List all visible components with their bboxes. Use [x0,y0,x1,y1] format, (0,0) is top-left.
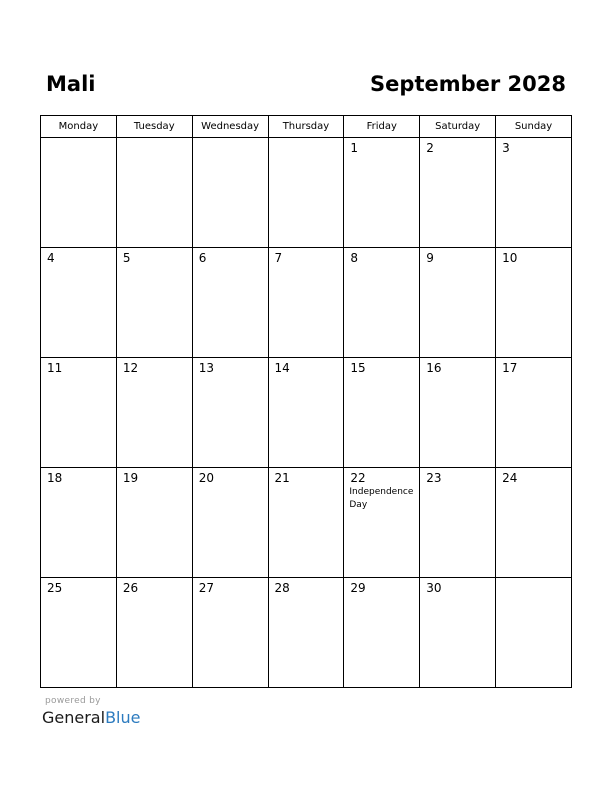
day-number: 4 [47,251,55,265]
day-cell [268,468,344,578]
weekday-header-tuesday: Tuesday [116,116,192,138]
day-cell [344,358,420,468]
day-cell [268,358,344,468]
day-cell [496,468,572,578]
day-number: 17 [502,361,518,375]
day-number: 16 [426,361,442,375]
day-cell [116,358,192,468]
day-number: 5 [122,251,131,265]
day-number: 22 [350,471,366,485]
weekday-header-saturday: Saturday [420,116,496,138]
day-number: 14 [274,361,290,375]
day-cell [420,138,496,248]
day-cell [192,138,268,248]
powered-by-label: powered by [45,696,101,706]
day-number: 7 [274,251,283,265]
day-cell [496,138,572,248]
day-number: 25 [47,581,63,595]
day-number: 11 [47,361,63,375]
week-row-3 [41,358,572,468]
day-number: 15 [350,361,366,375]
day-cell [344,138,420,248]
weekday-header-wednesday: Wednesday [192,116,268,138]
weekday-header-row [41,116,572,138]
day-number: 24 [502,471,518,485]
day-number [496,578,571,581]
day-number: 19 [122,471,139,485]
day-number: 30 [426,581,442,595]
calendar-grid [40,115,572,688]
day-number: 1 [350,141,359,155]
day-number: 18 [47,471,63,485]
country-title: Mali [46,72,96,96]
weekday-header-monday: Monday [41,116,117,138]
day-cell [344,578,420,688]
week-row-4 [41,468,572,578]
day-number: 23 [426,471,442,485]
day-cell [192,578,268,688]
day-cell [192,468,268,578]
day-cell [41,358,117,468]
day-cell [420,578,496,688]
day-cell [496,248,572,358]
day-number: 27 [198,581,214,595]
day-cell-holiday [344,468,420,578]
day-cell [116,138,192,248]
day-number: 6 [198,251,207,265]
brand-blue-text: Blue [105,708,141,727]
day-number [193,138,268,141]
holiday-label: Independence Day [349,487,414,510]
day-number: 13 [198,361,214,375]
day-cell [41,248,117,358]
day-cell [420,468,496,578]
day-cell [420,358,496,468]
day-cell [116,468,192,578]
day-cell [41,468,117,578]
day-cell [496,578,572,688]
day-number [41,138,116,141]
day-cell [496,358,572,468]
day-number: 2 [426,141,434,155]
week-row-1 [41,138,572,248]
day-cell [344,248,420,358]
month-year-title: September 2028 [370,72,566,96]
brand-general-text: General [42,708,106,727]
day-number: 20 [198,471,214,485]
week-row-5 [41,578,572,688]
day-cell [192,358,268,468]
day-number: 28 [274,581,290,595]
day-cell [268,578,344,688]
day-cell [116,578,192,688]
day-number: 29 [350,581,366,595]
day-cell [268,248,344,358]
day-cell [420,248,496,358]
day-number: 26 [122,581,139,595]
day-number: 12 [122,361,139,375]
day-cell [41,138,117,248]
weekday-header-friday: Friday [344,116,420,138]
day-number: 21 [274,471,290,485]
weekday-header-thursday: Thursday [268,116,344,138]
day-number: 3 [502,141,510,155]
day-number: 9 [426,251,434,265]
day-cell [116,248,192,358]
weekday-header-sunday: Sunday [496,116,572,138]
day-cell [268,138,344,248]
day-number: 8 [350,251,359,265]
day-cell [41,578,117,688]
day-number: 10 [502,251,518,265]
generalblue-logo[interactable] [42,708,140,728]
week-row-2 [41,248,572,358]
day-number [269,138,344,141]
day-cell [192,248,268,358]
day-number [117,138,192,141]
